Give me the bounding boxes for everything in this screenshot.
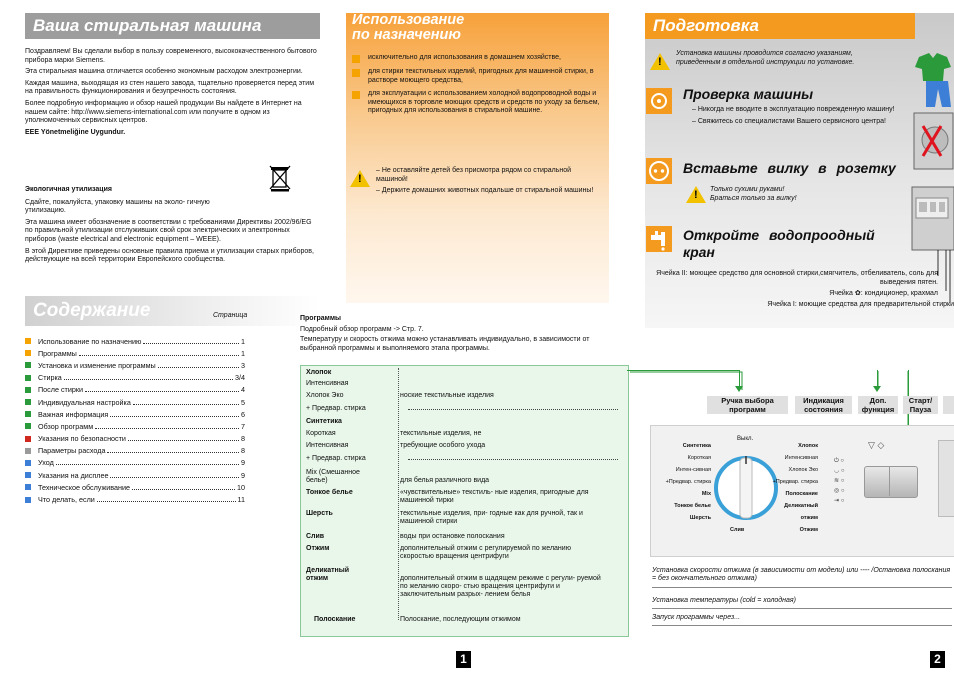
toc-item[interactable]: [25, 420, 245, 432]
toc-bullet-icon: [25, 472, 31, 478]
usage-bullet-icon: [352, 55, 360, 63]
toc-bullet-icon: [25, 411, 31, 417]
plug-note: Только сухими руками! Браться только за вилку!: [710, 186, 797, 202]
panel-label-cut: [943, 396, 954, 414]
page-number-right: 2: [930, 651, 945, 668]
dial-option-gentle-spin[interactable]: Деликатный отжим: [784, 503, 818, 521]
toc-item-label: Указания по безопасности: [38, 434, 126, 444]
warning-icon: [650, 53, 670, 70]
dial-option-short[interactable]: Короткая: [687, 455, 711, 461]
eco-section: [25, 186, 320, 268]
intro-text: [25, 48, 320, 140]
toc-item[interactable]: [25, 359, 245, 371]
tap-title-line-1: Откройте водопроодный: [683, 227, 875, 243]
page-number-left: 1: [456, 651, 471, 668]
cell-softener-text: Ячейка ✿: кондиционер, крахмал: [829, 290, 938, 297]
warning-icon: [686, 186, 706, 203]
program-row-desc: дополнительный отжим с регулируемой по желанию скоростью вращения центрифуги: [400, 545, 571, 560]
usage-title-line-1: Использование: [352, 12, 465, 28]
toc-item[interactable]: [25, 396, 245, 408]
dotted-leader: [408, 459, 618, 460]
arrow-head-icon: [735, 386, 743, 392]
dial-option-mix[interactable]: Mix: [701, 491, 711, 497]
tap-title-line-2: кран: [683, 244, 715, 260]
toc-item-page: 4: [241, 385, 245, 395]
program-row-name: Хлопок Эко: [306, 392, 344, 399]
program-row-name: Слив: [306, 533, 325, 540]
check-item-2: – Свяжитесь со специалистами Вашего сервисного центра!: [692, 117, 886, 125]
program-row-name: Деликатный отжим: [306, 567, 350, 582]
intro-para-5: EEE Yönetmeliğine Uygundur.: [25, 128, 126, 136]
program-row-name: + Предвар. стирка: [306, 405, 366, 412]
check-items: [692, 106, 907, 129]
eco-title: Экологичная утилизация: [25, 186, 112, 193]
extra-function-icons: ▽ ◇: [868, 440, 885, 450]
toc-item[interactable]: [25, 347, 245, 359]
toc-item[interactable]: [25, 408, 245, 420]
eco-para-2: Эта машина имеет обозначение в соответствии с требованиями Директивы 2002/96/EG по правильной утилизации отслуживших свой срок электрических и электронных приборов (waste electrical and electronic equipment – WEEE).: [25, 218, 312, 243]
programs-bracket: [398, 368, 399, 620]
usage-warning-2: – Держите домашних животных подальше от стиральной машины!: [376, 187, 594, 195]
program-row-name: Хлопок: [306, 369, 332, 376]
cell-i-text: Ячейка I: моющие средства для предварительной стирки: [767, 301, 954, 308]
usage-item: [352, 54, 602, 63]
toc-item-label: Индивидуальная настройка: [38, 397, 131, 407]
toc-item[interactable]: [25, 457, 245, 469]
toc-bullet-icon: [25, 350, 31, 356]
toc-item-page: 9: [241, 470, 245, 480]
dial-option-intensive[interactable]: Интен-сивная: [675, 467, 711, 473]
toc-item[interactable]: [25, 384, 245, 396]
program-row-name: Mix (Смешанное белье): [306, 469, 360, 484]
dial-left-labels: [661, 440, 711, 524]
toc-item[interactable]: [25, 493, 245, 505]
toc-item-page: 3/4: [235, 373, 245, 383]
status-rinse-icon: ≋ ○: [834, 478, 845, 484]
intro-para-2: Эта стиральная машина отличается особенно экономным расходом электроэнергии.: [25, 68, 303, 76]
programs-arrow: [627, 370, 739, 371]
prep-title: Подготовка: [645, 13, 915, 39]
usage-bullet-icon: [352, 91, 360, 99]
toc-item[interactable]: [25, 445, 245, 457]
toc-item-label: Что делать, если: [38, 495, 95, 505]
program-row-desc: воды при остановке полоскания: [400, 533, 505, 540]
inspect-machine-icon: [646, 88, 672, 114]
extra-function-button-divider: [889, 466, 890, 496]
program-row-name: Полоскание: [314, 616, 356, 623]
dial-option-synthetics[interactable]: Синтетика: [682, 443, 711, 449]
dial-option-wool[interactable]: Шерсть: [689, 515, 711, 521]
toc-item-page: 8: [241, 434, 245, 444]
usage-title: [352, 13, 464, 43]
program-row-name: Шерсть: [306, 510, 333, 517]
toc-item-label: Установка и изменение программы: [38, 360, 156, 370]
toc-bullet-icon: [25, 460, 31, 466]
dial-option-prewash-cotton[interactable]: +Предвар. стирка: [772, 479, 818, 485]
status-end-icon: ⇥ ○: [834, 498, 845, 504]
program-row-desc: текстильные изделия, при- годные как для ручной, так и машинной стирки: [400, 510, 583, 525]
toc-bullet-icon: [25, 423, 31, 429]
water-tap-icon: [646, 226, 672, 252]
program-row-name: + Предвар. стирка: [306, 455, 366, 462]
page-title-your-machine: Ваша стиральная машина: [25, 13, 320, 39]
programs-overview: Подробный обзор программ -> Стр. 7.: [300, 325, 424, 333]
plug-title: Вставьте вилку в розетку: [683, 160, 896, 176]
toc-item[interactable]: [25, 469, 245, 481]
program-row-desc: текстильные изделия, не: [400, 430, 482, 437]
toc-item-label: Обзор программ: [38, 421, 94, 431]
panel-label-extra-function: Доп. функция: [858, 396, 898, 414]
check-title: Проверка машины: [683, 86, 814, 102]
toc-list: [25, 335, 245, 506]
dial-drain-label: Слив: [730, 527, 745, 533]
toc-item-label: Параметры расхода: [38, 446, 106, 456]
toc-bullet-icon: [25, 375, 31, 381]
toc-item[interactable]: [25, 481, 245, 493]
panel-label-start-pause: Старт/ Пауза: [903, 396, 938, 414]
program-row-desc: требующие особого ухода: [400, 442, 486, 449]
arrow-head-icon: [873, 386, 881, 392]
usage-warnings: [376, 167, 596, 199]
status-spin-icon: ◎ ○: [834, 488, 845, 494]
toc-item-label: Использование по назначению: [38, 336, 142, 346]
toc-item-page: 5: [241, 397, 245, 407]
usage-item-text: для стирки текстильных изделий, пригодных для машинной стирки, в растворе моющего средства,: [368, 68, 594, 84]
programs-note: Температуру и скорость отжима можно устанавливать индивидуально, в зависимости от выбранной программы и выполняемого этапа программы.: [300, 336, 590, 352]
programs-intro: [300, 315, 622, 356]
toc-bullet-icon: [25, 362, 31, 368]
program-row-name: Короткая: [306, 430, 336, 437]
dial-option-delicate[interactable]: Тонкое белье: [674, 503, 711, 509]
status-indicators: [834, 456, 845, 506]
status-wash-icon: ◡ ○: [834, 468, 845, 474]
display-window: [938, 440, 954, 517]
toc-item-label: Уход: [38, 458, 54, 468]
program-row-desc: для белья различного вида: [400, 477, 490, 484]
program-row-name: Интенсивная: [306, 380, 349, 387]
warning-icon: [350, 170, 370, 187]
plug-icon: [646, 158, 672, 184]
toc-item-label: Техническое обслуживание: [38, 482, 130, 492]
check-item-1: – Никогда не вводите в эксплуатацию поврежденную машину!: [692, 106, 895, 113]
toc-item-page: 8: [241, 446, 245, 456]
toc-title: Содержание: [25, 296, 320, 326]
dial-off-label: Выкл.: [737, 436, 754, 442]
damaged-machine-icon: [913, 112, 954, 170]
program-row-desc: Полоскание, последующим отжимом: [400, 616, 521, 623]
toc-item-page: 3: [241, 360, 245, 370]
instruction-spin-speed: Установка скорости отжима (в зависимости от модели) или ---- /Остановка полоскания = без окончательного отжима): [652, 567, 952, 588]
toc-item[interactable]: [25, 335, 245, 347]
dial-option-prewash[interactable]: +Предвар. стирка: [665, 479, 711, 485]
programs-title: Программы: [300, 315, 342, 322]
program-row-name: Синтетика: [306, 418, 342, 425]
instruction-start-delay: Запуск программы через...: [652, 614, 952, 626]
toc-item-page: 1: [241, 348, 245, 358]
toc-item-page: 7: [241, 421, 245, 431]
usage-item: [352, 68, 602, 85]
clothes-icon: [913, 53, 954, 109]
toc-item-page: 11: [237, 495, 245, 505]
toc-item-label: Стирка: [38, 373, 62, 383]
dial-option-cotton[interactable]: Хлопок: [798, 443, 818, 449]
toc-item-page: 1: [241, 336, 245, 346]
detergent-drawer-icon: [911, 186, 954, 251]
program-row-desc: дополнительный отжим в щадящем режиме с регули- руемой по желанию скоро- стью вращения центрифуги и заключительным разрых- лением белья: [400, 575, 601, 598]
toc-item-label: После стирки: [38, 385, 84, 395]
dial-option-cotton-eco[interactable]: Хлопок Эко: [788, 467, 818, 473]
toc-bullet-icon: [25, 338, 31, 344]
dial-option-spin[interactable]: Отжим: [799, 527, 818, 533]
usage-item: [352, 90, 602, 116]
program-row-name: Интенсивная: [306, 442, 349, 449]
cell-ii-text: Ячейка II: моющее средство для основной стирки,смягчитель, отбеливатель, соль для выведения пятен.: [656, 270, 938, 286]
program-row-name: Тонкое белье: [306, 489, 353, 496]
intro-para-4: Более подробную информацию и обзор нашей продукции Вы найдете в Интернет на нашем сайте: http://www.siemens-international.com или получите в одном из уполномоченных сервисных центров.: [25, 99, 302, 125]
extra-function-button[interactable]: [864, 466, 918, 498]
instruction-temperature: Установка температуры (cold = холодная): [652, 597, 952, 609]
toc-bullet-icon: [25, 497, 31, 503]
toc-bullet-icon: [25, 399, 31, 405]
intro-para-3: Каждая машина, выходящая из стен нашего завода, тщательно проверяется перед этим на правильность функционирования и безупречность состояния.: [25, 79, 315, 96]
dial-option-intensive-cotton[interactable]: Интенсивная: [784, 455, 818, 461]
toc-item-label: Указания на дисплее: [38, 470, 109, 480]
toc-bullet-icon: [25, 436, 31, 442]
usage-bullet-icon: [352, 69, 360, 77]
toc-item-page: 6: [241, 409, 245, 419]
toc-item-label: Программы: [38, 348, 77, 358]
toc-bullet-icon: [25, 484, 31, 490]
panel-label-program-knob: Ручка выбора программ: [707, 396, 788, 414]
dial-option-rinse[interactable]: Полоскание: [785, 491, 818, 497]
toc-bullet-icon: [25, 448, 31, 454]
program-row-desc: «чувствительные» текстиль- ные изделия, пригодные для машинной тирки: [400, 489, 589, 504]
usage-list: [352, 54, 602, 116]
dotted-leader: [408, 409, 618, 410]
status-power-icon: ⏻ ○: [834, 458, 845, 464]
program-row-name: Отжим: [306, 545, 330, 552]
toc-item[interactable]: [25, 372, 245, 384]
panel-label-status: Индикация состояния: [795, 396, 852, 414]
eco-para-1: Сдайте, пожалуйста, упаковку машины на эколо- гичную утилизацию.: [25, 198, 210, 215]
toc-item-page: 10: [237, 482, 245, 492]
usage-item-text: для эксплуатации с использованием холодной водопроводной воды и имеющихся в торговле моющих средств и средств по уходу за бельем, пригодных для использования в стиральной машине.: [368, 90, 600, 115]
toc-page-header: Страница: [213, 312, 248, 319]
intro-para-1: Поздравляем! Вы сделали выбор в пользу современного, высококачественного бытового прибора марки Siemens.: [25, 48, 317, 64]
usage-title-line-2: по назначению: [352, 27, 461, 43]
toc-bullet-icon: [25, 387, 31, 393]
usage-item-text: исключительно для использования в домашнем хозяйстве,: [368, 54, 561, 61]
install-note: Установка машины проводится согласно указаниям, приведенным в отдельной инструкции по установке.: [676, 50, 855, 66]
usage-warning-1: – Не оставляйте детей без присмотра рядом со стиральной машиной!: [376, 167, 572, 183]
eco-para-3: В этой Директиве приведены основные правила приема и утилизации старых приборов, действующие на всей территории Европейского сообщества.: [25, 247, 314, 264]
toc-item[interactable]: [25, 433, 245, 445]
toc-item-label: Важная информация: [38, 409, 109, 419]
program-row-desc: ноские текстильные изделия: [400, 392, 494, 399]
dial-right-labels: [768, 440, 818, 536]
toc-item-page: 9: [241, 458, 245, 468]
